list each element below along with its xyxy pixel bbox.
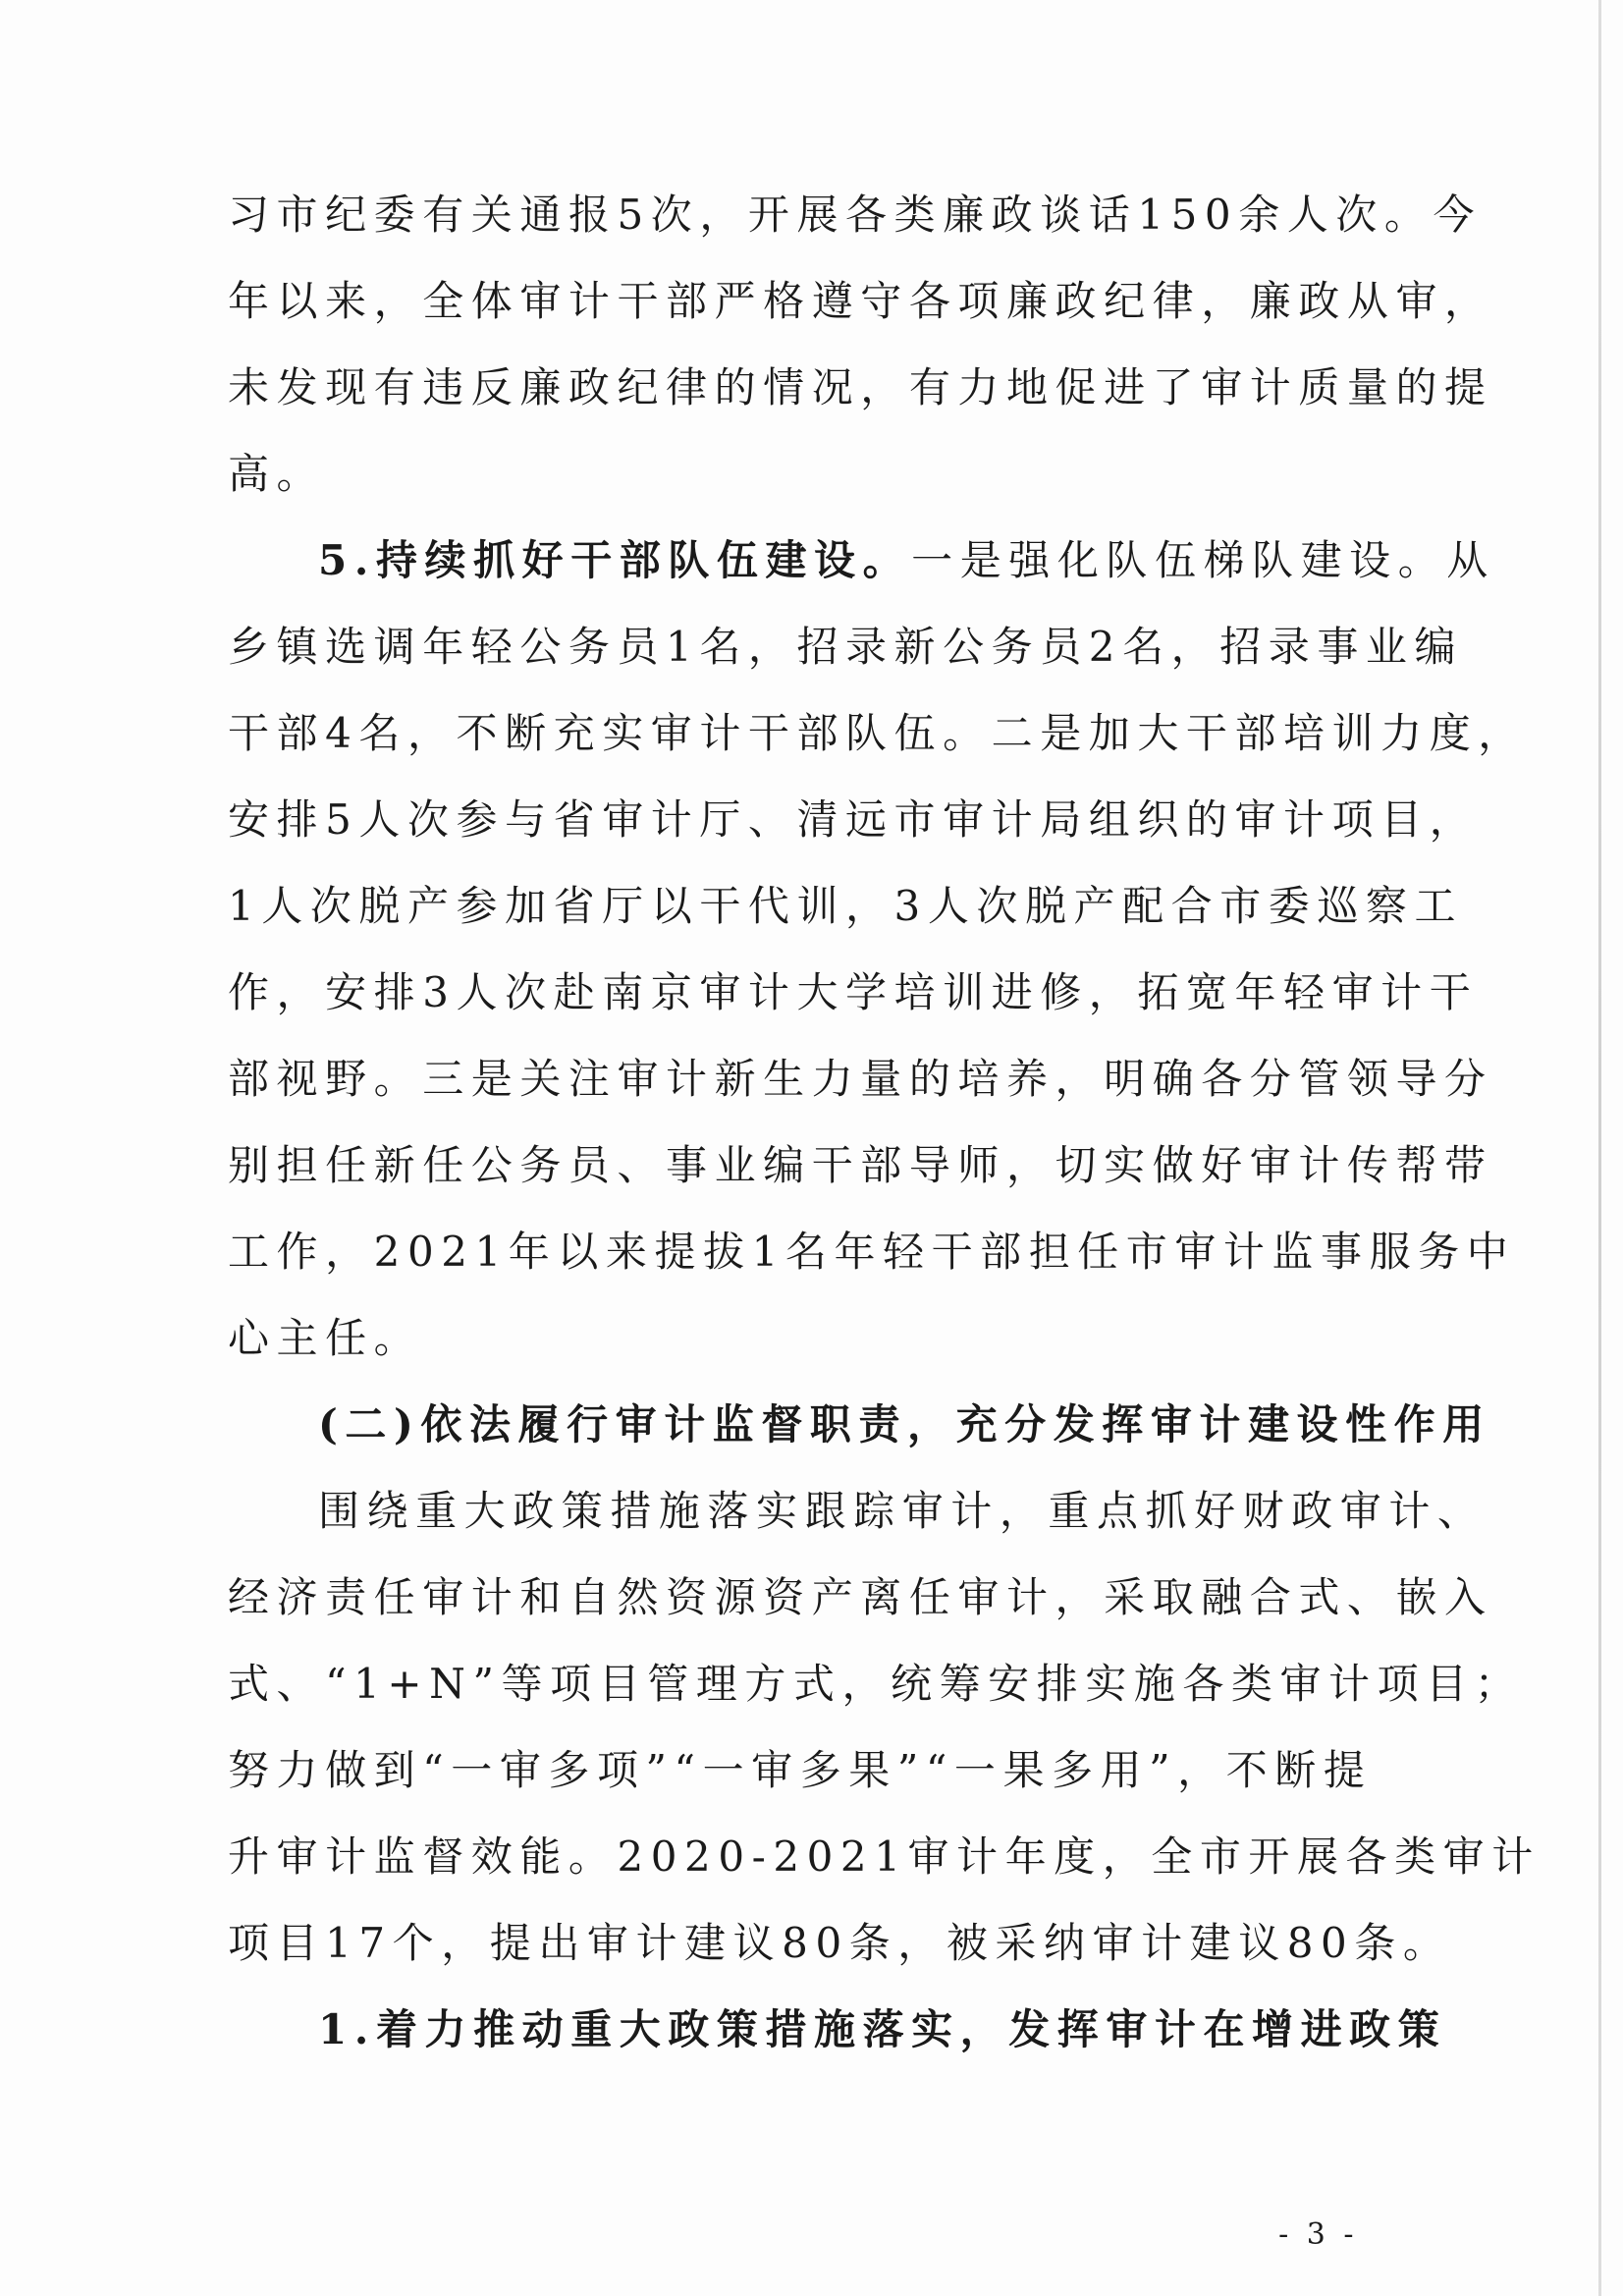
text-line: 作，安排3人次赴南京审计大学培训进修，拓宽年轻审计干	[228, 968, 1479, 1016]
text-line: 心主任。	[228, 1314, 423, 1362]
text-line: 经济责任审计和自然资源资产离任审计，采取融合式、嵌入	[228, 1573, 1493, 1621]
paragraph-first-line	[228, 518, 1495, 604]
text-line: 1人次脱产参加省厅以干代训，3人次脱产配合市委巡察工	[228, 882, 1464, 930]
subsection-title: 1.着力推动重大政策措施落实，发挥审计在增进政策	[318, 2005, 1447, 2053]
text-line: 升审计监督效能。2020-2021审计年度，全市开展各类审计	[228, 1832, 1541, 1881]
text-line: 干部4名，不断充实审计干部队伍。二是加大干部培训力度，	[228, 709, 1527, 757]
text-span: 一是强化队伍梯队建设。从	[911, 536, 1495, 584]
text-line: 式、“1+N”等项目管理方式，统筹安排实施各类审计项目；	[228, 1660, 1524, 1708]
scan-edge-shadow	[1598, 0, 1601, 2296]
text-line: 努力做到“一审多项”“一审多果”“一果多用”，不断提	[228, 1746, 1373, 1794]
text-line: 未发现有违反廉政纪律的情况，有力地促进了审计质量的提	[228, 363, 1493, 411]
subsection-title: 5.持续抓好干部队伍建设。	[318, 536, 912, 584]
text-line: 工作，2021年以来提拔1名年轻干部担任市审计监事服务中	[228, 1228, 1516, 1276]
body-text	[228, 172, 1541, 2073]
text-line: 别担任新任公务员、事业编干部导师，切实做好审计传帮带	[228, 1141, 1493, 1189]
text-line: 项目17个，提出审计建议80条，被采纳审计建议80条。	[228, 1919, 1452, 1967]
page-number: - 3 -	[1278, 2217, 1358, 2252]
text-line: 安排5人次参与省审计厅、清远市审计局组织的审计项目，	[228, 795, 1479, 844]
text-line: 部视野。三是关注审计新生力量的培养，明确各分管领导分	[228, 1055, 1493, 1103]
text-line: 高。	[228, 450, 326, 498]
text-line: 围绕重大政策措施落实跟踪审计，重点抓好财政审计、	[318, 1487, 1487, 1535]
text-line: 乡镇选调年轻公务员1名，招录新公务员2名，招录事业编	[228, 623, 1464, 671]
section-heading: (二)依法履行审计监督职责，充分发挥审计建设性作用	[318, 1400, 1491, 1449]
text-line: 年以来，全体审计干部严格遵守各项廉政纪律，廉政从审，	[228, 277, 1493, 325]
text-line: 习市纪委有关通报5次，开展各类廉政谈话150余人次。今	[228, 191, 1483, 239]
